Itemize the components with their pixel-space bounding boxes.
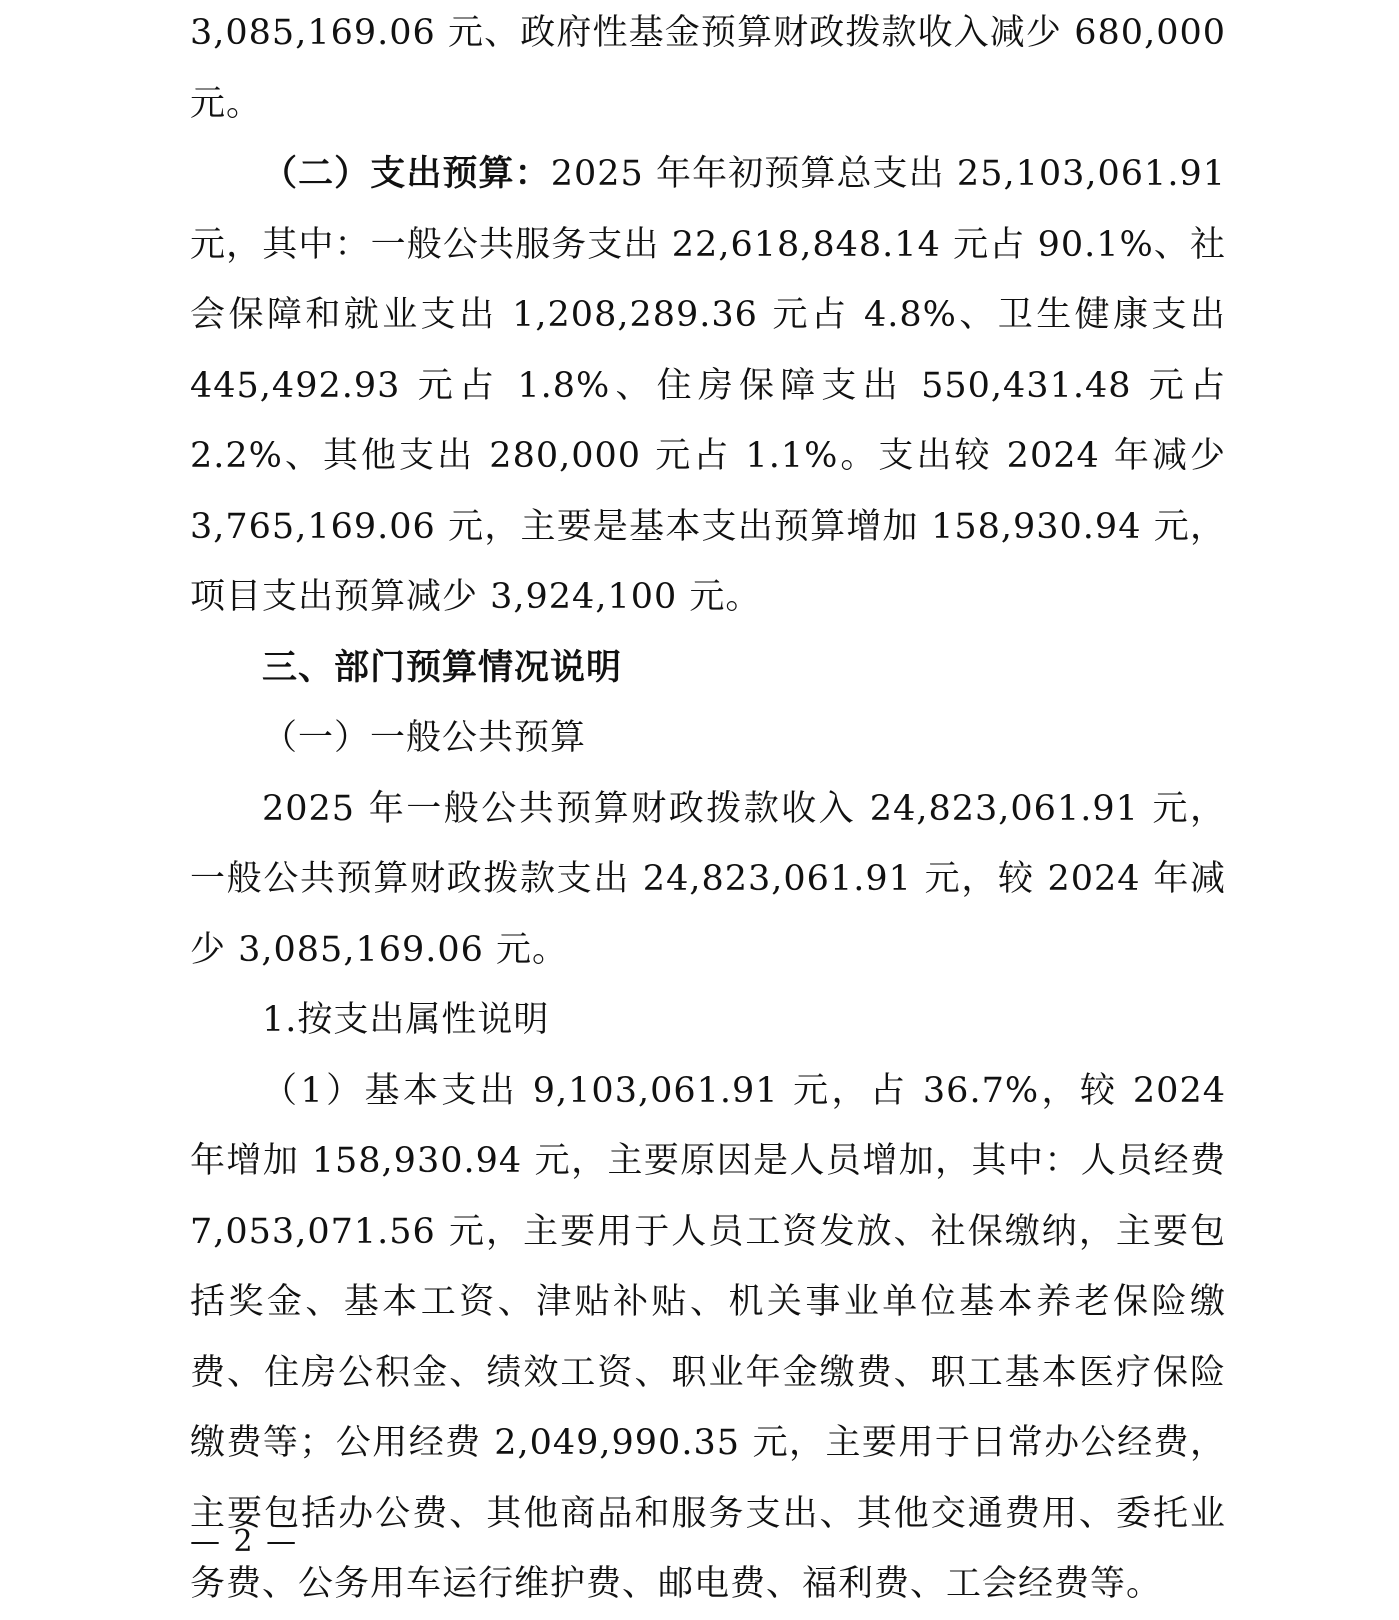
- subsection-heading-general-budget: （一）一般公共预算: [262, 718, 587, 758]
- expenditure-budget-text: 2025 年年初预算总支出 25,103,061.91 元，其中：一般公共服务支出 22,618,848.14 元占 90.1%、社会保障和就业支出 1,208,289.36 元占 4.8%、卫生健康支出 445,492.93 元占 1.8%、住房保障支出 550,431.48 元占 2.2%、其他支出 280,000 元占 1.1%。支出较 2024 年减少 3,765,169.06 元，主要是基本支出预算增加 158,930.94 元，项目支出预算减少 3,924,100 元。: [190, 154, 1226, 617]
- item-heading-by-attribute: 1.按支出属性说明: [262, 1000, 550, 1040]
- paragraph-income-continued: 3,085,169.06 元、政府性基金预算财政拨款收入减少 680,000 元。: [190, 13, 1226, 124]
- document-body: [190, 0, 1226, 1620]
- paragraph-general-budget: 2025 年一般公共预算财政拨款收入 24,823,061.91 元，一般公共预算财政拨款支出 24,823,061.91 元，较 2024 年减少 3,085,169.06 元。: [190, 788, 1226, 970]
- expenditure-budget-label: （二）支出预算：: [262, 153, 551, 194]
- page-number: — 2 —: [190, 1524, 299, 1559]
- paragraph-basic-expenditure: （1）基本支出 9,103,061.91 元，占 36.7%，较 2024 年增加 158,930.94 元，主要原因是人员增加，其中：人员经费 7,053,071.56 元，主要用于人员工资发放、社保缴纳，主要包括奖金、基本工资、津贴补贴、机关事业单位基本养老保险缴费、住房公积金、绩效工资、职业年金缴费、职工基本医疗保险缴费等；公用经费 2,049,990.35 元，主要用于日常办公经费，主要包括办公费、其他商品和服务支出、其他交通费用、委托业务费、公务用车运行维护费、邮电费、福利费、工会经费等。: [190, 1070, 1226, 1604]
- section-heading-department-budget: 三、部门预算情况说明: [262, 647, 623, 688]
- paragraph-expenditure-budget: [190, 139, 1226, 633]
